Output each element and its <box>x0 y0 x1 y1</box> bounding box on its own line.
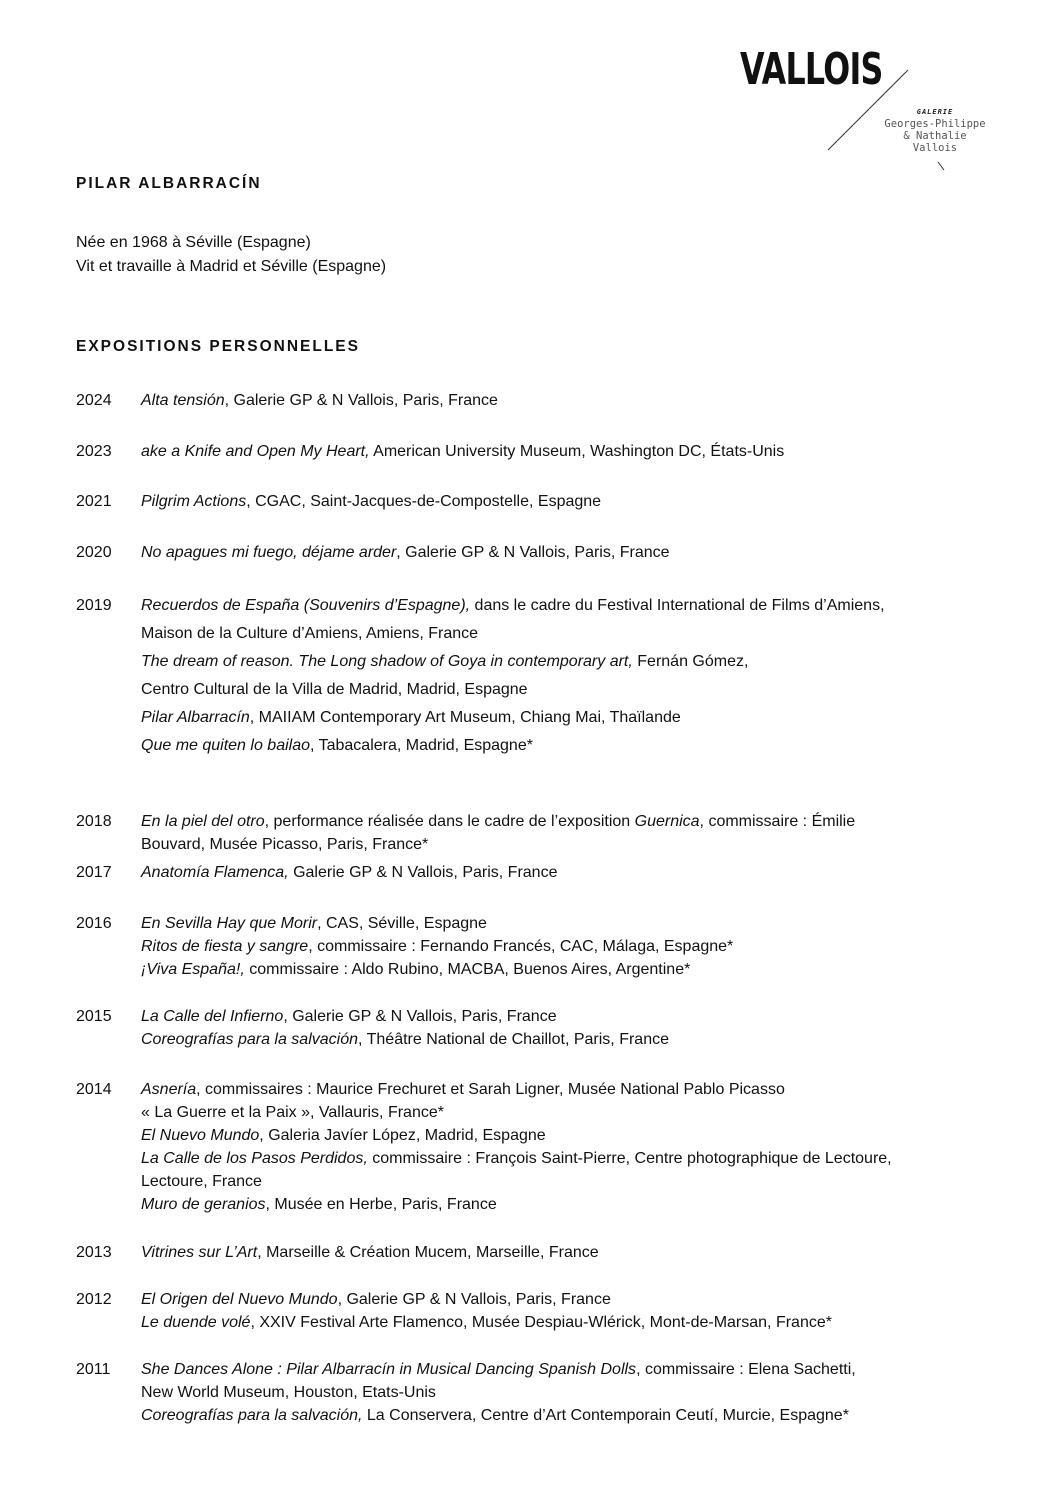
exhibition-line <box>141 704 1036 732</box>
exhibition-details: , commissaire : Émilie <box>699 813 856 830</box>
gallery-logo: VALLOIS <box>740 44 883 95</box>
artist-lives: Vit et travaille à Madrid et Séville (Espagne) <box>76 258 387 275</box>
gallery-logo-subtitle <box>872 106 998 154</box>
gallery-sub-line: Vallois <box>912 142 958 154</box>
gallery-label: GALERIE <box>916 108 954 116</box>
exhibition-entry <box>76 440 1036 463</box>
exhibition-entry <box>76 592 1036 760</box>
exhibition-details: , commissaire : Fernando Francés, CAC, Málaga, Espagne* <box>308 938 734 955</box>
exhibition-title: Coreografías para la salvación, <box>141 1407 363 1424</box>
exhibition-entry <box>76 541 1036 564</box>
exhibition-details: , Galerie GP & N Vallois, Paris, France <box>337 1291 611 1308</box>
exhibition-line <box>141 1404 1036 1427</box>
exhibition-title: Guernica <box>634 813 700 830</box>
exhibition-details: Fernán Gómez, <box>632 653 749 670</box>
exhibition-entry <box>76 389 1036 412</box>
exhibition-entry <box>76 490 1036 513</box>
exhibition-year: 2016 <box>76 915 112 932</box>
exhibition-title: Asnería <box>141 1081 197 1098</box>
exhibition-year: 2023 <box>76 443 112 460</box>
exhibition-title: Que me quiten lo bailao <box>141 737 310 754</box>
exhibition-year: 2011 <box>76 1361 111 1378</box>
exhibition-line <box>141 1381 1036 1404</box>
exhibition-line <box>141 833 1036 856</box>
exhibition-entry <box>76 1078 1036 1216</box>
exhibition-year: 2024 <box>76 392 112 409</box>
exhibition-year: 2018 <box>76 813 112 830</box>
artist-name: PILAR ALBARRACÍN <box>76 175 262 192</box>
exhibition-details: , XXIV Festival Arte Flamenco, Musée Despiau-Wlérick, Mont-de-Marsan, France* <box>250 1314 832 1331</box>
exhibition-title: Vitrines sur L’Art <box>141 1244 258 1261</box>
exhibition-title: No apagues mi fuego, déjame arder <box>141 544 397 561</box>
exhibition-details: , performance réalisée dans le cadre de l’exposition <box>264 813 635 830</box>
exhibition-entry <box>76 810 1036 856</box>
exhibition-line <box>141 1358 1036 1381</box>
exhibition-details: , Théâtre National de Chaillot, Paris, France <box>358 1031 669 1048</box>
exhibition-line <box>141 440 1036 463</box>
exhibition-details: Lectoure, France <box>141 1173 262 1190</box>
exhibition-title: En Sevilla Hay que Morir <box>141 915 318 932</box>
exhibition-details: La Conservera, Centre d’Art Contemporain Ceutí, Murcie, Espagne* <box>362 1407 849 1424</box>
exhibition-details: , Galeria Javíer López, Madrid, Espagne <box>259 1127 546 1144</box>
exhibition-details: , commissaire : Elena Sachetti, <box>636 1361 856 1378</box>
exhibition-title: Anatomía Flamenca, <box>141 864 289 881</box>
exhibition-year: 2015 <box>76 1008 112 1025</box>
exhibition-line <box>141 1101 1036 1124</box>
exhibition-details: , Marseille & Création Mucem, Marseille, France <box>257 1244 599 1261</box>
exhibition-title: Muro de geranios <box>141 1196 266 1213</box>
exhibition-title: ¡Viva España!, <box>141 961 245 978</box>
exhibition-details: dans le cadre du Festival International de Films d’Amiens, <box>470 597 885 614</box>
exhibition-title: Alta tensión <box>141 392 225 409</box>
exhibition-details: , CAS, Séville, Espagne <box>317 915 487 932</box>
exhibition-details: , Galerie GP & N Vallois, Paris, France <box>396 544 670 561</box>
exhibition-entry <box>76 1358 1036 1427</box>
exhibition-entry <box>76 1288 1036 1334</box>
exhibition-details: Bouvard, Musée Picasso, Paris, France* <box>141 836 429 853</box>
exhibition-title: La Calle de los Pasos Perdidos, <box>141 1150 368 1167</box>
exhibition-line <box>141 861 1036 884</box>
exhibition-line <box>141 958 1036 981</box>
exhibition-title: El Nuevo Mundo <box>141 1127 260 1144</box>
exhibition-line <box>141 1078 1036 1101</box>
exhibition-details: , Tabacalera, Madrid, Espagne* <box>310 737 533 754</box>
exhibition-title: Pilar Albarracín <box>141 709 250 726</box>
exhibition-line <box>141 912 1036 935</box>
exhibition-entry <box>76 861 1036 884</box>
exhibition-details: commissaire : Aldo Rubino, MACBA, Buenos Aires, Argentine* <box>244 961 691 978</box>
exhibition-year: 2017 <box>76 864 112 881</box>
exhibition-line <box>141 648 1036 676</box>
exhibition-details: , MAIIAM Contemporary Art Museum, Chiang Mai, Thaïlande <box>249 709 681 726</box>
exhibition-title: Ritos de fiesta y sangre <box>141 938 309 955</box>
exhibition-details: « La Guerre et la Paix », Vallauris, France* <box>141 1104 444 1121</box>
gallery-sub-line: & Nathalie <box>903 130 967 142</box>
exhibition-line <box>141 620 1036 648</box>
exhibition-line <box>141 1241 1036 1264</box>
exhibition-title: She Dances Alone : Pilar Albarracín in Musical Dancing Spanish Dolls <box>141 1361 637 1378</box>
exhibition-title: Coreografías para la salvación <box>141 1031 359 1048</box>
exhibition-entry <box>76 912 1036 981</box>
exhibition-details: Centro Cultural de la Villa de Madrid, Madrid, Espagne <box>141 681 528 698</box>
artist-born: Née en 1968 à Séville (Espagne) <box>76 234 311 251</box>
artist-bio <box>76 231 386 279</box>
exhibition-details: Maison de la Culture d’Amiens, Amiens, France <box>141 625 479 642</box>
exhibition-line <box>141 935 1036 958</box>
exhibition-line <box>141 810 1036 833</box>
exhibition-line <box>141 1170 1036 1193</box>
exhibition-title: The dream of reason. The Long shadow of Goya in contemporary art, <box>141 653 633 670</box>
exhibition-details: , Musée en Herbe, Paris, France <box>265 1196 497 1213</box>
exhibition-details: , commissaires : Maurice Frechuret et Sarah Ligner, Musée National Pablo Picasso <box>196 1081 785 1098</box>
exhibition-details: New World Museum, Houston, Etats-Unis <box>141 1384 436 1401</box>
exhibition-line <box>141 490 1036 513</box>
exhibition-year: 2012 <box>76 1291 112 1308</box>
exhibition-year: 2020 <box>76 544 112 561</box>
exhibition-year: 2013 <box>76 1244 112 1261</box>
exhibition-line <box>141 1288 1036 1311</box>
exhibition-details: , Galerie GP & N Vallois, Paris, France <box>224 392 498 409</box>
exhibition-line <box>141 1028 1036 1051</box>
exhibition-line <box>141 592 1036 620</box>
exhibition-line <box>141 676 1036 704</box>
exhibition-line <box>141 1005 1036 1028</box>
exhibition-line <box>141 541 1036 564</box>
exhibition-year: 2019 <box>76 597 112 614</box>
exhibition-title: La Calle del Infierno <box>141 1008 284 1025</box>
exhibition-year: 2021 <box>76 493 112 510</box>
exhibition-title: Pilgrim Actions <box>141 493 247 510</box>
exhibition-entry <box>76 1005 1036 1051</box>
section-title: EXPOSITIONS PERSONNELLES <box>76 338 360 355</box>
exhibition-line <box>141 1124 1036 1147</box>
exhibition-line <box>141 1311 1036 1334</box>
exhibition-title: El Origen del Nuevo Mundo <box>141 1291 338 1308</box>
exhibition-details: , CGAC, Saint-Jacques-de-Compostelle, Espagne <box>246 493 602 510</box>
exhibition-line <box>141 1193 1036 1216</box>
exhibition-title: Recuerdos de España (Souvenirs d’Espagne), <box>141 597 471 614</box>
exhibition-line <box>141 732 1036 760</box>
exhibition-details: , Galerie GP & N Vallois, Paris, France <box>283 1008 557 1025</box>
exhibition-year: 2014 <box>76 1081 112 1098</box>
exhibition-details: American University Museum, Washington DC, États-Unis <box>369 443 785 460</box>
exhibition-title: ake a Knife and Open My Heart, <box>141 443 370 460</box>
exhibition-title: Le duende volé <box>141 1314 251 1331</box>
exhibition-details: Galerie GP & N Vallois, Paris, France <box>288 864 558 881</box>
exhibition-details: commissaire : François Saint-Pierre, Centre photographique de Lectoure, <box>367 1150 892 1167</box>
exhibition-title: En la piel del otro <box>141 813 265 830</box>
gallery-sub-line: Georges-Philippe <box>884 118 986 130</box>
exhibition-line <box>141 389 1036 412</box>
exhibition-entry <box>76 1241 1036 1264</box>
exhibition-line <box>141 1147 1036 1170</box>
